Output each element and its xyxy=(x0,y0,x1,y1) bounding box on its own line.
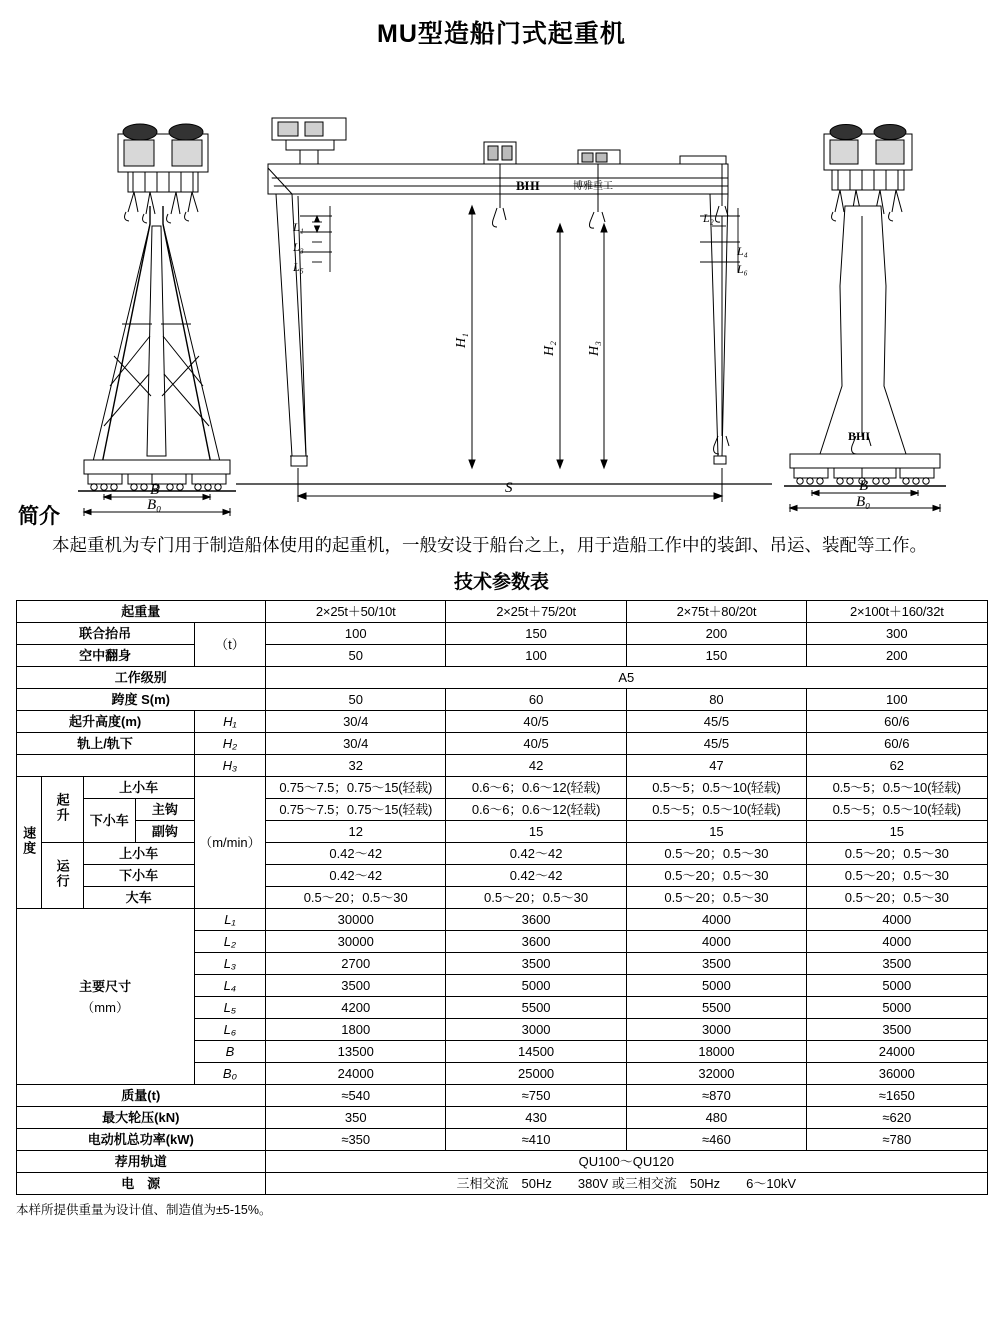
label-h1: H₁ xyxy=(454,333,469,348)
row-label-capacity: 起重量 xyxy=(16,601,266,623)
cell: 0.5～20；0.5～30 xyxy=(626,887,806,909)
row-label-upper-trolley-travel: 上小车 xyxy=(83,843,194,865)
cell: 430 xyxy=(446,1107,626,1129)
cell: 32 xyxy=(266,755,446,777)
row-label-blank xyxy=(16,755,194,777)
cell: 480 xyxy=(626,1107,806,1129)
label-l1: L₁ xyxy=(293,220,304,234)
cell: 150 xyxy=(446,623,626,645)
hoist-label-text: 起升 xyxy=(54,793,70,823)
table-row xyxy=(16,733,987,755)
cell: 0.6～6；0.6～12(轻载) xyxy=(446,777,626,799)
symbol-b: B xyxy=(194,1041,265,1063)
cell: 3500 xyxy=(626,953,806,975)
cell: 3500 xyxy=(266,975,446,997)
row-label-recommended-rail: 荐用轨道 xyxy=(16,1151,266,1173)
table-row xyxy=(16,667,987,689)
cell: 47 xyxy=(626,755,806,777)
symbol-h3: H₃ xyxy=(194,755,265,777)
row-label-air-turn: 空中翻身 xyxy=(16,645,194,667)
cell: 60 xyxy=(446,689,626,711)
cell: 15 xyxy=(626,821,806,843)
cell: 24000 xyxy=(266,1063,446,1085)
row-label-combined-lift: 联合抬吊 xyxy=(16,623,194,645)
cell: 30000 xyxy=(266,931,446,953)
cell: 2×25t＋75/20t xyxy=(446,601,626,623)
cell: 0.5～20；0.5～30 xyxy=(626,843,806,865)
cell: 5500 xyxy=(446,997,626,1019)
unit-ton: （t） xyxy=(194,623,265,667)
cell: 3500 xyxy=(446,953,626,975)
table-row xyxy=(16,601,987,623)
cell: 45/5 xyxy=(626,711,806,733)
row-label-lower-trolley-hoist: 下小车 xyxy=(83,799,135,843)
table-row xyxy=(16,777,987,799)
cell: 2×75t＋80/20t xyxy=(626,601,806,623)
cell: ≈780 xyxy=(807,1129,987,1151)
row-label-max-wheel-load: 最大轮压(kN) xyxy=(16,1107,266,1129)
cell: 0.5～20；0.5～30 xyxy=(446,887,626,909)
label-l6: L₆ xyxy=(737,262,748,276)
cell: 4000 xyxy=(807,931,987,953)
cell: 0.42～42 xyxy=(446,843,626,865)
cell: 0.5～20；0.5～30 xyxy=(807,865,987,887)
cell: 3000 xyxy=(446,1019,626,1041)
cell: ≈540 xyxy=(266,1085,446,1107)
cell: 0.5～5；0.5～10(轻载) xyxy=(807,799,987,821)
cell: 5000 xyxy=(807,997,987,1019)
table-row xyxy=(16,909,987,931)
crane-figure xyxy=(0,56,1003,513)
cell: 30/4 xyxy=(266,733,446,755)
label-b0-left: B₀ xyxy=(147,497,162,513)
label-l4: L₄ xyxy=(737,244,748,258)
cell: 5000 xyxy=(626,975,806,997)
cell: 100 xyxy=(446,645,626,667)
label-h3: H₃ xyxy=(587,341,602,356)
cell: 5000 xyxy=(807,975,987,997)
cell: 0.5～5；0.5～10(轻载) xyxy=(807,777,987,799)
footnote: 本样所提供重量为设计值、制造值为±5-15%。 xyxy=(16,1203,272,1217)
cell: 0.6～6；0.6～12(轻载) xyxy=(446,799,626,821)
symbol-h2: H₂ xyxy=(194,733,265,755)
cell: 60/6 xyxy=(807,711,987,733)
label-h2: H₂ xyxy=(542,341,557,356)
table-row xyxy=(16,711,987,733)
group-label-dimensions xyxy=(16,909,194,1085)
cell: 15 xyxy=(807,821,987,843)
cell: 50 xyxy=(266,689,446,711)
table-row xyxy=(16,1107,987,1129)
row-label-gantry-travel: 大车 xyxy=(83,887,194,909)
row-label-span: 跨度 S(m) xyxy=(16,689,266,711)
intro-heading: 简介 xyxy=(18,505,60,528)
cell: 12 xyxy=(266,821,446,843)
cell: 5500 xyxy=(626,997,806,1019)
row-label-main-hook: 主钩 xyxy=(136,799,195,821)
table-row xyxy=(16,1173,987,1195)
spec-table xyxy=(16,600,988,1195)
row-label-duty-class: 工作级别 xyxy=(16,667,266,689)
cell: 200 xyxy=(626,623,806,645)
cell: 30/4 xyxy=(266,711,446,733)
cell: ≈460 xyxy=(626,1129,806,1151)
symbol-b0: B₀ xyxy=(194,1063,265,1085)
cell: 14500 xyxy=(446,1041,626,1063)
cell: 0.5～20；0.5～30 xyxy=(266,887,446,909)
cell: 13500 xyxy=(266,1041,446,1063)
table-row xyxy=(16,843,987,865)
cell: 0.75～7.5；0.75～15(轻载) xyxy=(266,799,446,821)
cell: 2×25t＋50/10t xyxy=(266,601,446,623)
unit-m-per-min: （m/min） xyxy=(194,777,265,909)
group-label-speed xyxy=(16,777,41,909)
cell: 2700 xyxy=(266,953,446,975)
label-bhi-main: BHI xyxy=(516,178,540,193)
label-b-left: B xyxy=(150,482,160,498)
table-caption: 技术参数表 xyxy=(453,572,549,593)
cell: 3600 xyxy=(446,909,626,931)
page-title: MU型造船门式起重机 xyxy=(377,20,626,48)
label-l5: L₅ xyxy=(293,260,304,274)
cell: 3500 xyxy=(807,1019,987,1041)
table-row xyxy=(16,645,987,667)
cell: ≈1650 xyxy=(807,1085,987,1107)
cell: 60/6 xyxy=(807,733,987,755)
speed-label-text: 速度 xyxy=(21,826,37,856)
cell: 3600 xyxy=(446,931,626,953)
cell: 0.5～20；0.5～30 xyxy=(626,865,806,887)
cell: A5 xyxy=(266,667,987,689)
row-label-lower-trolley-travel: 下小车 xyxy=(83,865,194,887)
cell: 150 xyxy=(626,645,806,667)
symbol-l4: L₄ xyxy=(194,975,265,997)
cell: 0.42～42 xyxy=(266,865,446,887)
cell: 0.42～42 xyxy=(266,843,446,865)
cell: 200 xyxy=(807,645,987,667)
table-row xyxy=(16,623,987,645)
cell: ≈410 xyxy=(446,1129,626,1151)
cell: 350 xyxy=(266,1107,446,1129)
travel-label-text: 运行 xyxy=(54,859,70,889)
cell: 4000 xyxy=(626,909,806,931)
row-label-power-supply: 电 源 xyxy=(16,1173,266,1195)
cell: 0.5～5；0.5～10(轻载) xyxy=(626,777,806,799)
table-row xyxy=(16,689,987,711)
row-label-aux-hook: 副钩 xyxy=(136,821,195,843)
cell: 0.5～20；0.5～30 xyxy=(807,887,987,909)
cell: 0.5～20；0.5～30 xyxy=(807,843,987,865)
cell: ≈620 xyxy=(807,1107,987,1129)
cell: 36000 xyxy=(807,1063,987,1085)
cell: 40/5 xyxy=(446,733,626,755)
crane-drawing xyxy=(0,56,1003,513)
cell: 62 xyxy=(807,755,987,777)
cell: 三相交流 50Hz 380V 或三相交流 50Hz 6～10kV xyxy=(266,1173,987,1195)
table-row xyxy=(16,755,987,777)
cell: 4000 xyxy=(807,909,987,931)
table-row xyxy=(16,821,987,843)
cell: 25000 xyxy=(446,1063,626,1085)
table-row xyxy=(16,865,987,887)
intro-body: 本起重机为专门用于制造船体使用的起重机，一般安设于船台之上，用于造船工作中的装卸、吊运、装配等工作。 xyxy=(52,535,927,555)
cell: 15 xyxy=(446,821,626,843)
cell: 0.75～7.5；0.75～15(轻载) xyxy=(266,777,446,799)
table-row xyxy=(16,1129,987,1151)
cell: 50 xyxy=(266,645,446,667)
table-row xyxy=(16,1151,987,1173)
cell: QU100～QU120 xyxy=(266,1151,987,1173)
symbol-l2: L₂ xyxy=(194,931,265,953)
dimensions-unit: （mm） xyxy=(81,999,129,1015)
cell: 0.5～5；0.5～10(轻载) xyxy=(626,799,806,821)
row-label-total-motor-power: 电动机总功率(kW) xyxy=(16,1129,266,1151)
label-l2: L₂ xyxy=(703,211,714,225)
table-row xyxy=(16,799,987,821)
label-b-right: B xyxy=(859,478,869,494)
symbol-l6: L₆ xyxy=(194,1019,265,1041)
cell: 100 xyxy=(266,623,446,645)
cell: 4000 xyxy=(626,931,806,953)
table-row xyxy=(16,887,987,909)
cell: 45/5 xyxy=(626,733,806,755)
cell: 24000 xyxy=(807,1041,987,1063)
group-label-hoist xyxy=(41,777,83,843)
row-label-mass: 质量(t) xyxy=(16,1085,266,1107)
row-label-lift-height: 起升高度(m) xyxy=(16,711,194,733)
group-label-travel xyxy=(41,843,83,909)
symbol-l3: L₃ xyxy=(194,953,265,975)
label-bhi-right: BHI xyxy=(848,429,871,443)
symbol-l5: L₅ xyxy=(194,997,265,1019)
cell: 40/5 xyxy=(446,711,626,733)
cell: ≈870 xyxy=(626,1085,806,1107)
cell: 100 xyxy=(807,689,987,711)
intro-text xyxy=(16,532,987,559)
cell: 300 xyxy=(807,623,987,645)
cell: 80 xyxy=(626,689,806,711)
cell: 3000 xyxy=(626,1019,806,1041)
cell: 2×100t＋160/32t xyxy=(807,601,987,623)
cell: 30000 xyxy=(266,909,446,931)
cell: 18000 xyxy=(626,1041,806,1063)
cell: 32000 xyxy=(626,1063,806,1085)
symbol-h1: H₁ xyxy=(194,711,265,733)
row-label-upper-trolley-hoist: 上小车 xyxy=(83,777,194,799)
cell: 3500 xyxy=(807,953,987,975)
label-span: S xyxy=(505,480,513,496)
cell: ≈750 xyxy=(446,1085,626,1107)
cell: 5000 xyxy=(446,975,626,997)
label-brand: 博雅重工 xyxy=(573,181,613,192)
dimensions-label: 主要尺寸 xyxy=(79,978,132,994)
cell: 0.42～42 xyxy=(446,865,626,887)
cell: 4200 xyxy=(266,997,446,1019)
cell: ≈350 xyxy=(266,1129,446,1151)
cell: 42 xyxy=(446,755,626,777)
cell: 1800 xyxy=(266,1019,446,1041)
label-l3: L₃ xyxy=(293,240,304,254)
label-b0-right: B₀ xyxy=(856,494,871,510)
table-row xyxy=(16,1085,987,1107)
symbol-l1: L₁ xyxy=(194,909,265,931)
row-label-rail-above-below: 轨上/轨下 xyxy=(16,733,194,755)
